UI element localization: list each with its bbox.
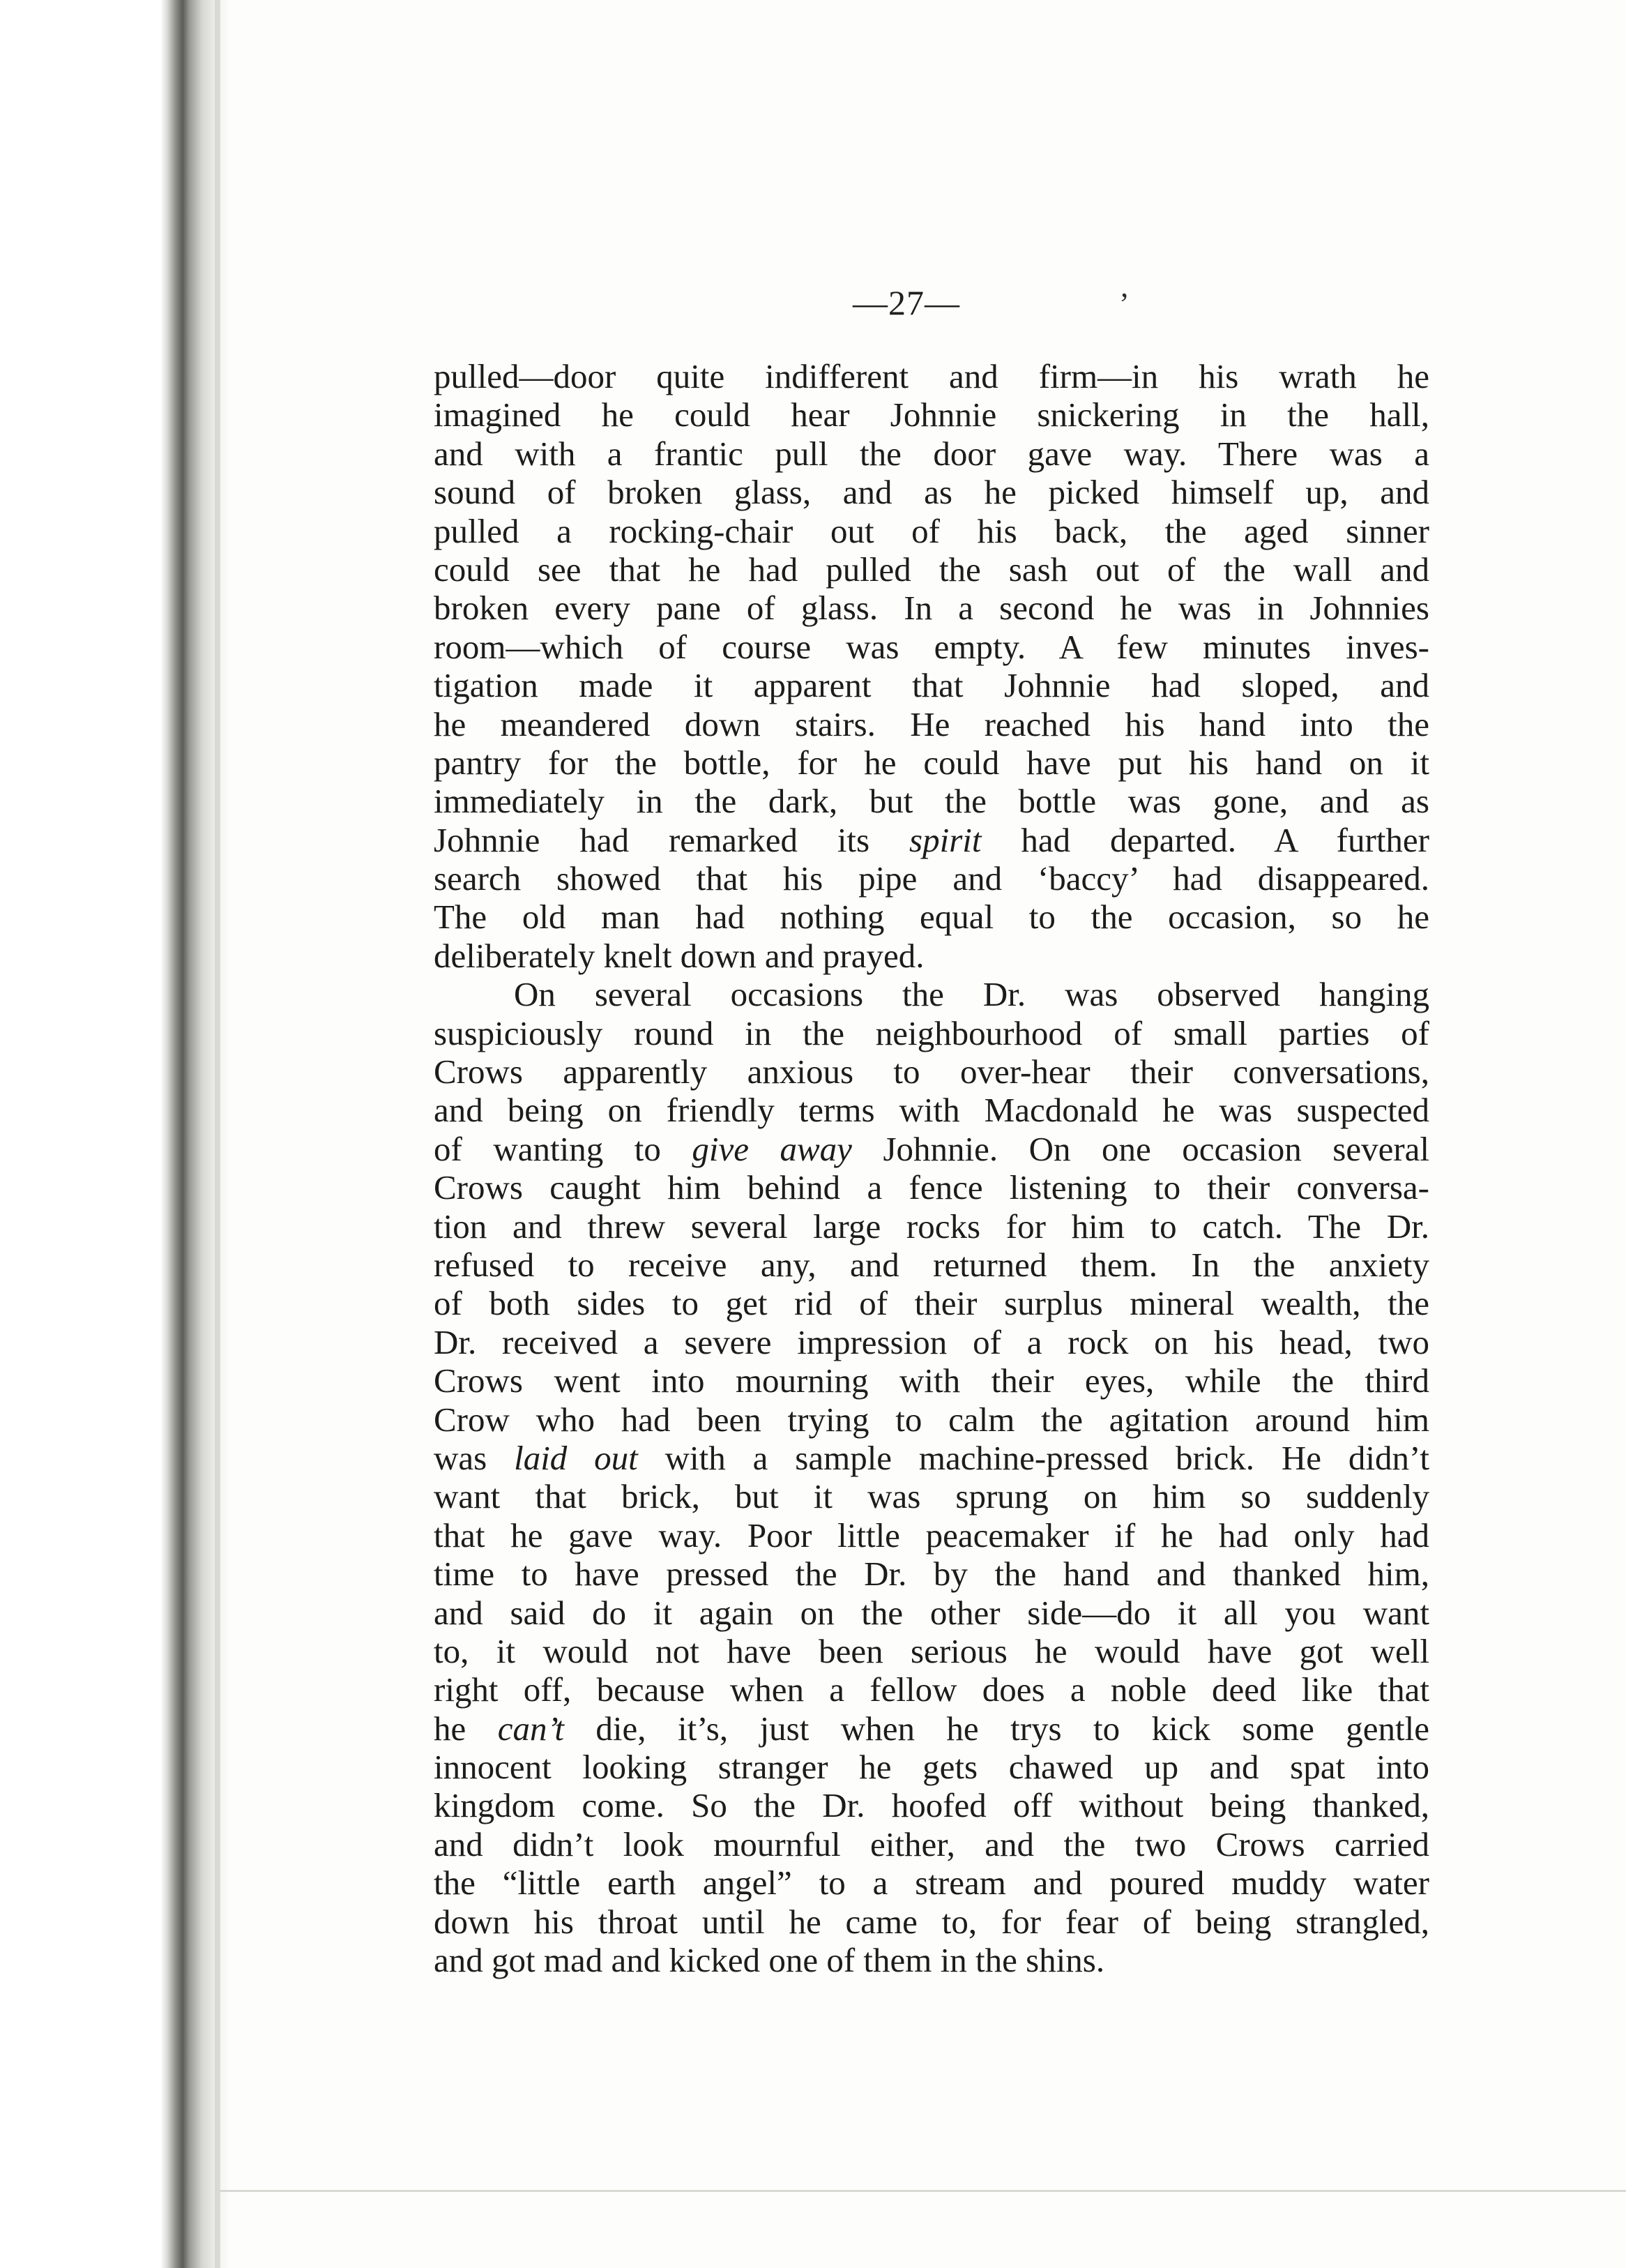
text-line: [434, 1632, 1429, 1670]
text-segment: and said do it again on the other side—do it all you want: [434, 1593, 1429, 1632]
text-line: [434, 1168, 1429, 1207]
text-segment: kingdom come. So the Dr. hoofed off without being thanked,: [434, 1786, 1429, 1825]
text-segment: he meandered down stairs. He reached his hand into the: [434, 704, 1429, 743]
text-line: [434, 628, 1429, 666]
body-text: [434, 357, 1429, 1979]
text-line: [434, 1439, 1429, 1477]
text-line: [434, 859, 1429, 898]
text-segment: suspiciously round in the neighbourhood of small parties of: [434, 1013, 1429, 1052]
page-number: —27—: [853, 283, 960, 322]
text-segment: innocent looking stranger he gets chawed up and spat into: [434, 1748, 1429, 1787]
text-segment: down his throat until he came to, for fear of being strangled,: [434, 1902, 1429, 1941]
text-segment: Johnnie had remarked its: [434, 820, 910, 859]
text-line: [434, 1323, 1429, 1361]
text-segment: broken every pane of glass. In a second he was in Johnnies: [434, 589, 1429, 628]
text-segment: pantry for the bottle, for he could have put his hand on it: [434, 743, 1429, 782]
text-segment: Johnnie. On one occasion several: [851, 1129, 1429, 1168]
text-line: [434, 975, 1429, 1013]
text-line: [434, 1863, 1429, 1902]
text-line: [434, 1284, 1429, 1322]
text-segment: room—which of course was empty. A few minutes inves-: [434, 627, 1429, 666]
text-segment: and didn’t look mournful either, and the two Crows carried: [434, 1824, 1429, 1863]
text-segment: of wanting to: [434, 1129, 692, 1168]
text-line: [434, 1361, 1429, 1400]
text-segment: of both sides to get rid of their surplus mineral wealth, the: [434, 1284, 1429, 1323]
text-line: [434, 1825, 1429, 1863]
paragraph: [434, 357, 1429, 975]
text-segment: Crows caught him behind a fence listening to their conversa-: [434, 1168, 1429, 1207]
text-segment: tion and threw several large rocks for him to catch. The Dr.: [434, 1207, 1429, 1246]
text-line: [434, 666, 1429, 704]
text-segment: sound of broken glass, and as he picked himself up, and: [434, 473, 1429, 512]
text-segment: to, it would not have been serious he would have got well: [434, 1631, 1429, 1670]
text-segment: time to have pressed the Dr. by the hand and thanked him,: [434, 1555, 1429, 1594]
text-line: [434, 1052, 1429, 1091]
text-line: [434, 1400, 1429, 1439]
text-segment: imagined he could hear Johnnie snickering in the hall,: [434, 395, 1429, 434]
text-segment: deliberately knelt down and prayed.: [434, 936, 925, 975]
text-segment: that he gave way. Poor little peacemaker if he had only had: [434, 1515, 1429, 1555]
text-segment: with a sample machine-pressed brick. He didn’t: [637, 1438, 1429, 1477]
text-line: [434, 1091, 1429, 1129]
italic-text: spirit: [909, 820, 982, 859]
text-line: [434, 1594, 1429, 1632]
text-segment: pulled a rocking-chair out of his back, the aged sinner: [434, 511, 1429, 550]
text-segment: and being on friendly terms with Macdonald he was suspected: [434, 1091, 1429, 1130]
italic-text: can’t: [497, 1709, 564, 1748]
text-segment: had departed. A further: [981, 820, 1429, 859]
italic-text: laid out: [514, 1438, 638, 1477]
text-segment: could see that he had pulled the sash out of the wall and: [434, 550, 1429, 589]
text-line: [434, 589, 1429, 627]
text-line: [434, 937, 1429, 975]
italic-text: give away: [692, 1129, 852, 1168]
paragraph: [434, 975, 1429, 1979]
text-line: [434, 395, 1429, 434]
text-segment: Dr. received a severe impression of a rock on his head, two: [434, 1322, 1429, 1361]
text-line: [434, 705, 1429, 743]
text-line: [434, 434, 1429, 473]
text-segment: right off, because when a fellow does a noble deed like that: [434, 1670, 1429, 1709]
page-bottom-edge: [215, 2190, 1626, 2192]
text-segment: die, it’s, just when he trys to kick some gentle: [563, 1709, 1429, 1748]
text-segment: he: [434, 1709, 498, 1748]
text-segment: want that brick, but it was sprung on him so suddenly: [434, 1477, 1429, 1516]
text-line: [434, 1941, 1429, 1979]
text-segment: Crows went into mourning with their eyes, while the third: [434, 1361, 1429, 1400]
text-line: [434, 1130, 1429, 1168]
text-line: [434, 550, 1429, 589]
text-line: [434, 1516, 1429, 1555]
text-line: [434, 1903, 1429, 1941]
text-line: [434, 898, 1429, 936]
text-segment: tigation made it apparent that Johnnie had sloped, and: [434, 666, 1429, 705]
text-line: [434, 512, 1429, 550]
text-segment: immediately in the dark, but the bottle was gone, and as: [434, 782, 1429, 821]
text-line: [434, 1670, 1429, 1709]
text-line: [434, 1207, 1429, 1246]
text-line: [434, 1786, 1429, 1824]
text-segment: and with a frantic pull the door gave way. There was a: [434, 434, 1429, 473]
text-line: [434, 782, 1429, 820]
text-segment: search showed that his pipe and ‘baccy’ had disappeared.: [434, 859, 1429, 898]
text-line: [434, 357, 1429, 395]
text-segment: was: [434, 1438, 515, 1477]
text-segment: the “little earth angel” to a stream and poured muddy water: [434, 1863, 1429, 1903]
text-line: [434, 1014, 1429, 1052]
text-segment: and got mad and kicked one of them in the shins.: [434, 1941, 1105, 1980]
text-segment: Crows apparently anxious to over-hear their conversations,: [434, 1052, 1429, 1091]
text-line: [434, 821, 1429, 859]
binding-shadow: [215, 0, 220, 2268]
printer-mark: ’: [1119, 287, 1130, 321]
text-line: [434, 1246, 1429, 1284]
text-segment: refused to receive any, and returned them. In the anxiety: [434, 1245, 1429, 1284]
text-line: [434, 473, 1429, 511]
text-segment: Crow who had been trying to calm the agitation around him: [434, 1400, 1429, 1439]
text-line: [434, 1709, 1429, 1748]
text-segment: On several occasions the Dr. was observed hanging: [514, 975, 1429, 1014]
text-line: [434, 1477, 1429, 1515]
text-segment: The old man had nothing equal to the occasion, so he: [434, 898, 1429, 937]
text-segment: pulled—door quite indifferent and firm—in his wrath he: [434, 357, 1429, 395]
text-line: [434, 1748, 1429, 1786]
text-line: [434, 743, 1429, 782]
book-binding-edge: [0, 0, 230, 2268]
text-line: [434, 1555, 1429, 1593]
